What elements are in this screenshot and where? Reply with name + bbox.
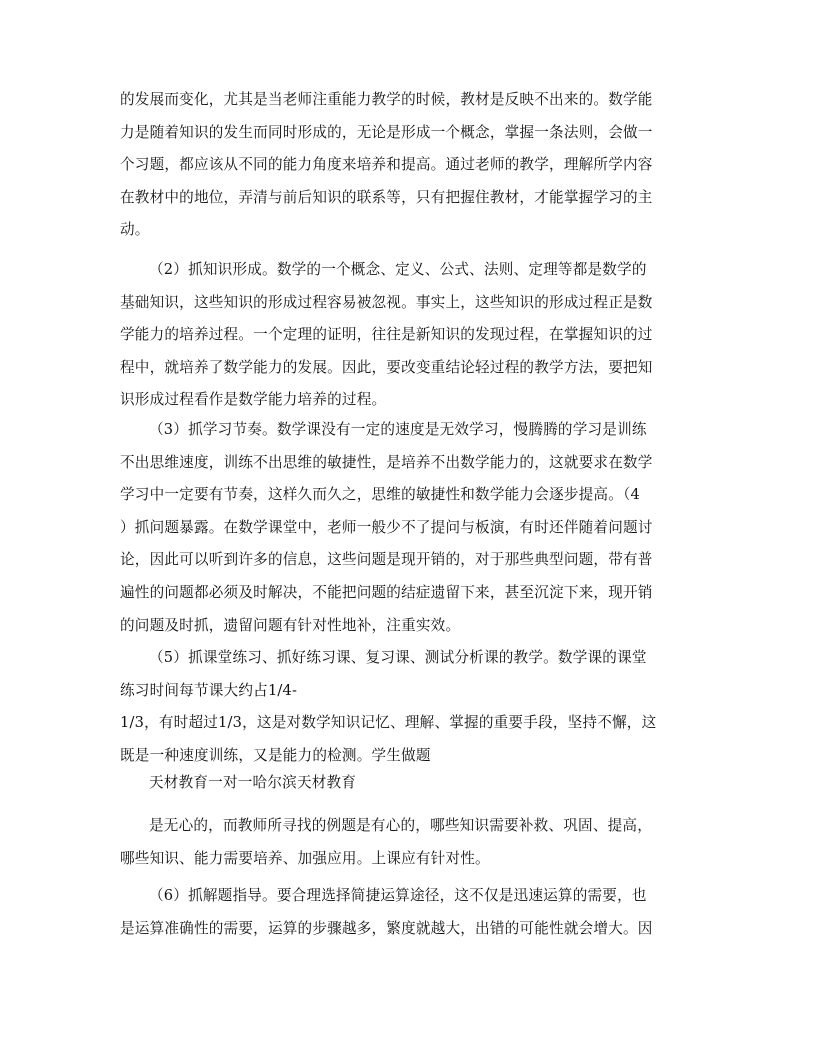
text-line: 力是随着知识的发生而同时形成的，无论是形成一个概念，掌握一条法则，会做一 [120,123,653,141]
text-line: （5）抓课堂练习、抓好练习课、复习课、测试分析课的教学。数学课的课堂 [149,649,647,666]
text-line: ）抓问题暴露。在数学课堂中，老师一般少不了提问与板演，有时还伴随着问题讨 [120,518,653,536]
text-line: 是无心的，而教师所寻找的例题是有心的，哪些知识需要补救、巩固、提高， [149,817,652,834]
text-line: 论，因此可以听到许多的信息，这些问题是现开销的，对于那些典型问题，带有普 [120,551,653,569]
text-line: 不出思维速度，训练不出思维的敏捷性，是培养不出数学能力的，这就要求在数学 [120,453,653,471]
text-line: 程中，就培养了数学能力的发展。因此，要改变重结论轻过程的教学方法，要把知 [120,358,653,376]
text-line: 识形成过程看作是数学能力培养的过程。 [120,391,387,409]
paragraph-intro [120,84,698,247]
text-line: 既是一种速度训练，又是能力的检测。学生做题 [120,746,431,764]
text-line: （2）抓知识形成。数学的一个概念、定义、公式、法则、定理等都是数学的 [149,261,647,278]
text-line: 学习中一定要有节奏，这样久而久之，思维的敏捷性和数学能力会逐步提高。（4 [120,486,640,504]
text-line: 哪些知识、能力需要培养、加强应用。上课应有针对性。 [120,849,490,867]
text-line: 个习题，都应该从不同的能力角度来培养和提高。通过老师的教学，理解所学内容 [120,156,653,174]
text-line: 学能力的培养过程。一个定理的证明，往往是新知识的发现过程，在掌握知识的过 [120,326,653,344]
text-line: 的问题及时抓，遗留问题有针对性地补，注重实效。 [120,616,461,634]
text-line: （3）抓学习节奏。数学课没有一定的速度是无效学习，慢腾腾的学习是训练 [149,421,647,438]
paragraph-learning-rhythm [120,414,698,642]
text-line: 1/3，有时超过1/3，这是对数学知识记忆、理解、掌握的重要手段，坚持不懈，这 [120,714,657,732]
header-banner: 天材教育一对一哈尔滨天材教育 [149,774,357,791]
text-line: 基础知识，这些知识的形成过程容易被忽视。事实上，这些知识的形成过程正是数 [120,293,653,311]
paragraph-knowledge-formation [120,254,698,417]
text-line: 在教材中的地位，弄清与前后知识的联系等，只有把握住教材，才能掌握学习的主 [120,188,653,206]
text-line: （6）抓解题指导。要合理选择简捷运算途径，这不仅是迅速运算的需要，也 [149,887,647,904]
paragraph-continuation [120,810,698,875]
text-line: 的发展而变化，尤其是当老师注重能力教学的时候，教材是反映不出来的。数学能 [120,91,653,108]
text-line: 练习时间每节课大约占1/4- [120,681,298,699]
text-line: 遍性的问题都必须及时解决，不能把问题的结症遗留下来，甚至沉淀下来，现开销 [120,583,653,601]
text-line: 动。 [120,221,150,239]
paragraph-problem-solving [120,880,698,945]
paragraph-classroom-practice [120,642,698,772]
text-line: 是运算准确性的需要，运算的步骤越多，繁度就越大，出错的可能性就会增大。因 [120,919,653,937]
